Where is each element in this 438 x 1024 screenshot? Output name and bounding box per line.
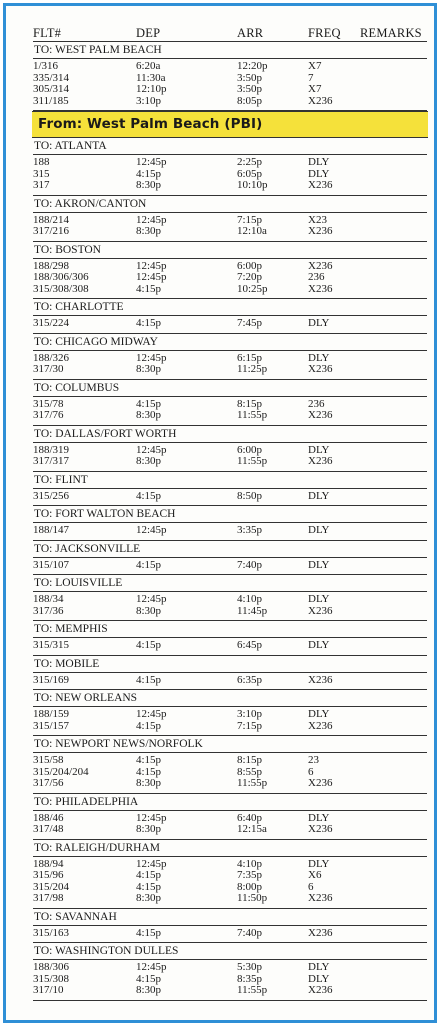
- frequency: 236: [308, 271, 325, 283]
- departure-time: 8:30p: [136, 604, 162, 617]
- frequency: DLY: [308, 972, 330, 985]
- flight-row: [33, 364, 427, 376]
- departure-time: 4:15p: [136, 558, 162, 571]
- flight-row: [33, 675, 427, 687]
- destination-heading: TO: DALLAS/FORT WORTH: [33, 426, 427, 443]
- frequency: X6: [308, 869, 322, 881]
- timetable: [33, 24, 427, 1001]
- flight-number: 315/256: [33, 489, 70, 502]
- flight-number: 315/157: [33, 719, 70, 732]
- departure-time: 4:15p: [136, 869, 162, 881]
- departure-time: 4:15p: [136, 765, 162, 778]
- destination-heading: TO: BOSTON: [33, 242, 427, 259]
- flight-row: [33, 767, 427, 779]
- flight-number: 317/30: [33, 363, 64, 375]
- frequency: 6: [308, 880, 314, 893]
- departure-time: 11:30a: [136, 71, 166, 84]
- departure-header: DEP: [136, 26, 161, 40]
- arrival-time: 11:55p: [237, 984, 268, 996]
- flight-row: [33, 721, 427, 733]
- frequency: DLY: [308, 317, 330, 329]
- frequency: X236: [308, 777, 333, 789]
- arrival-time: 8:35p: [237, 972, 263, 985]
- arrival-time: 6:40p: [237, 811, 263, 824]
- departure-time: 8:30p: [136, 225, 162, 237]
- flight-group: [33, 351, 427, 380]
- flight-row: [33, 399, 427, 411]
- column-header-row: [33, 24, 427, 41]
- flight-group: [33, 59, 427, 111]
- flight-number: 188/298: [33, 259, 70, 272]
- flight-row: [33, 709, 427, 721]
- arrival-time: 10:10p: [237, 179, 268, 191]
- flight-row: [33, 882, 427, 894]
- flight-row: [33, 640, 427, 652]
- flight-row: [33, 491, 427, 503]
- flight-row: [33, 61, 427, 73]
- destination-heading: TO: WEST PALM BEACH: [33, 42, 427, 59]
- flight-number: 188/306: [33, 961, 70, 973]
- arrival-time: 11:45p: [237, 604, 268, 617]
- arrival-time: 8:15p: [237, 754, 263, 766]
- departure-time: 12:45p: [136, 524, 167, 536]
- schedule-body: [33, 42, 427, 1001]
- flight-row: [33, 870, 427, 882]
- frequency: DLY: [308, 857, 330, 870]
- departure-time: 12:45p: [136, 857, 167, 870]
- destination-heading: TO: JACKSONVILLE: [33, 541, 427, 558]
- flight-row: [33, 353, 427, 365]
- frequency: DLY: [308, 489, 330, 502]
- flight-row: [33, 272, 427, 284]
- arrival-time: 6:45p: [237, 639, 263, 651]
- flight-row: [33, 824, 427, 836]
- flight-number: 188/46: [33, 811, 64, 824]
- flight-group: [33, 926, 427, 944]
- departure-time: 3:10p: [136, 94, 162, 107]
- departure-time: 4:15p: [136, 972, 162, 985]
- flight-row: [33, 410, 427, 422]
- destination-heading: TO: ATLANTA: [33, 138, 427, 155]
- flight-number: 317/36: [33, 604, 64, 617]
- departure-time: 12:45p: [136, 961, 167, 973]
- flight-row: [33, 962, 427, 974]
- arrival-time: 6:35p: [237, 673, 263, 686]
- frequency: X7: [308, 60, 322, 72]
- flight-row: [33, 893, 427, 905]
- departure-time: 4:15p: [136, 397, 162, 410]
- flight-row: [33, 560, 427, 572]
- flight-group: [33, 638, 427, 656]
- frequency: DLY: [308, 961, 330, 973]
- flight-group: [33, 592, 427, 621]
- departure-time: 12:45p: [136, 443, 167, 456]
- flight-row: [33, 445, 427, 457]
- flight-row: [33, 284, 427, 296]
- destination-heading: TO: FLINT: [33, 472, 427, 489]
- arrival-time: 8:15p: [237, 397, 263, 410]
- arrival-time: 11:55p: [237, 777, 268, 789]
- frequency: X236: [308, 892, 333, 904]
- arrival-time: 8:55p: [237, 765, 263, 778]
- destination-heading: TO: RALEIGH/DURHAM: [33, 840, 427, 857]
- departure-time: 12:45p: [136, 271, 167, 283]
- frequency: 7: [308, 71, 314, 84]
- departure-time: 8:30p: [136, 455, 162, 467]
- arrival-time: 11:25p: [237, 363, 268, 375]
- departure-time: 4:15p: [136, 167, 162, 180]
- flight-number: 317/317: [33, 455, 70, 467]
- flight-number: 188/306/306: [33, 271, 89, 283]
- flight-number: 317: [33, 179, 50, 191]
- departure-time: 4:15p: [136, 673, 162, 686]
- destination-heading: TO: MOBILE: [33, 656, 427, 673]
- departure-time: 4:15p: [136, 719, 162, 732]
- departure-time: 4:15p: [136, 317, 162, 329]
- flight-number: 315/308/308: [33, 282, 89, 295]
- frequency: X236: [308, 823, 333, 835]
- frequency: X236: [308, 984, 333, 996]
- frequency: DLY: [308, 593, 330, 605]
- flight-number: 188/94: [33, 857, 64, 870]
- flight-group: [33, 443, 427, 472]
- arrival-time: 7:40p: [237, 558, 263, 571]
- frequency: DLY: [308, 708, 330, 720]
- destination-heading: TO: LOUISVILLE: [33, 575, 427, 592]
- departure-time: 4:15p: [136, 282, 162, 295]
- frequency: X236: [308, 455, 333, 467]
- flight-number: 315/163: [33, 926, 70, 939]
- flight-number: 317/10: [33, 984, 64, 996]
- frequency: X236: [308, 363, 333, 375]
- flight-number: 188/214: [33, 213, 70, 226]
- destination-heading: TO: NEWPORT NEWS/NORFOLK: [33, 736, 427, 753]
- flight-number: 315/107: [33, 558, 70, 571]
- frequency: X236: [308, 94, 333, 107]
- flight-row: [33, 813, 427, 825]
- flight-number: 315/204/204: [33, 765, 89, 778]
- arrival-time: 4:10p: [237, 857, 263, 870]
- arrival-time: 7:35p: [237, 869, 263, 881]
- flight-row: [33, 157, 427, 169]
- flight-number: 317/216: [33, 225, 70, 237]
- flight-row: [33, 594, 427, 606]
- arrival-time: 8:05p: [237, 94, 263, 107]
- arrival-time: 3:50p: [237, 71, 263, 84]
- flight-group: [33, 397, 427, 426]
- flight-row: [33, 755, 427, 767]
- frequency: X236: [308, 926, 333, 939]
- destination-heading: TO: WASHINGTON DULLES: [33, 943, 427, 960]
- arrival-time: 4:10p: [237, 593, 263, 605]
- destination-heading: TO: PHILADELPHIA: [33, 794, 427, 811]
- flight-number: 315: [33, 167, 50, 180]
- arrival-time: 6:15p: [237, 351, 263, 364]
- frequency: 6: [308, 765, 314, 778]
- arrival-time: 6:00p: [237, 443, 263, 456]
- flight-number: 315/169: [33, 673, 70, 686]
- departure-time: 8:30p: [136, 409, 162, 421]
- departure-time: 12:45p: [136, 351, 167, 364]
- arrival-time: 8:00p: [237, 880, 263, 893]
- frequency: X236: [308, 409, 333, 421]
- frequency: X236: [308, 719, 333, 732]
- flight-number: 315/78: [33, 397, 64, 410]
- frequency: X236: [308, 282, 333, 295]
- frequency: DLY: [308, 443, 330, 456]
- frequency: DLY: [308, 156, 330, 168]
- remarks-header: REMARKS: [360, 26, 422, 40]
- flight-group: [33, 707, 427, 736]
- flight-group: [33, 857, 427, 909]
- arrival-time: 6:00p: [237, 259, 263, 272]
- flight-number: 188/147: [33, 524, 70, 536]
- departure-time: 12:45p: [136, 156, 167, 168]
- frequency: DLY: [308, 167, 330, 180]
- arrival-time: 12:20p: [237, 60, 268, 72]
- arrival-time: 2:25p: [237, 156, 263, 168]
- frequency: DLY: [308, 639, 330, 651]
- frequency: X236: [308, 673, 333, 686]
- frequency: DLY: [308, 811, 330, 824]
- departure-time: 4:15p: [136, 639, 162, 651]
- departure-time: 6:20a: [136, 60, 161, 72]
- flight-group: [33, 316, 427, 334]
- flight-row: [33, 859, 427, 871]
- arrival-time: 11:55p: [237, 455, 268, 467]
- flight-row: [33, 261, 427, 273]
- arrival-time: 3:10p: [237, 708, 263, 720]
- flight-row: [33, 985, 427, 997]
- arrival-time: 3:35p: [237, 524, 263, 536]
- flight-number: 188/326: [33, 351, 70, 364]
- arrival-time: 7:15p: [237, 213, 263, 226]
- flight-number: 317/76: [33, 409, 64, 421]
- arrival-time: 6:05p: [237, 167, 263, 180]
- flight-number: 317/48: [33, 823, 64, 835]
- flight-group: [33, 489, 427, 507]
- departure-time: 8:30p: [136, 823, 162, 835]
- departure-time: 12:45p: [136, 259, 167, 272]
- arrival-time: 11:55p: [237, 409, 268, 421]
- flight-row: [33, 96, 427, 108]
- flight-number: 188: [33, 156, 50, 168]
- flight-row: [33, 606, 427, 618]
- flight-row: [33, 778, 427, 790]
- frequency: X236: [308, 179, 333, 191]
- destination-heading: TO: CHARLOTTE: [33, 299, 427, 316]
- frequency: X236: [308, 259, 333, 272]
- flight-number: 315/224: [33, 317, 70, 329]
- departure-time: 12:45p: [136, 593, 167, 605]
- flight-group: [33, 155, 427, 196]
- origin-banner: From: West Palm Beach (PBI): [32, 111, 428, 138]
- flight-row: [33, 928, 427, 940]
- flight-group: [33, 811, 427, 840]
- flight-number: 315/315: [33, 639, 70, 651]
- flight-group: [33, 753, 427, 794]
- flight-number: 315/58: [33, 754, 64, 766]
- departure-time: 4:15p: [136, 754, 162, 766]
- departure-time: 4:15p: [136, 926, 162, 939]
- frequency: X23: [308, 213, 327, 226]
- frequency: X236: [308, 225, 333, 237]
- destination-heading: TO: MEMPHIS: [33, 621, 427, 638]
- frequency: 236: [308, 397, 325, 410]
- frequency: X7: [308, 83, 322, 95]
- departure-time: 8:30p: [136, 363, 162, 375]
- flight-group: [33, 960, 427, 1001]
- arrival-header: ARR: [237, 26, 264, 40]
- flight-group: [33, 213, 427, 242]
- flight-row: [33, 974, 427, 986]
- destination-heading: TO: NEW ORLEANS: [33, 690, 427, 707]
- arrival-time: 5:30p: [237, 961, 263, 973]
- flight-group: [33, 523, 427, 541]
- frequency: DLY: [308, 524, 330, 536]
- frequency: DLY: [308, 351, 330, 364]
- arrival-time: 3:50p: [237, 83, 263, 95]
- flight-group: [33, 259, 427, 300]
- flight-number: 317/98: [33, 892, 64, 904]
- frequency: DLY: [308, 558, 330, 571]
- flight-number: 188/319: [33, 443, 70, 456]
- arrival-time: 10:25p: [237, 282, 268, 295]
- departure-time: 8:30p: [136, 179, 162, 191]
- flight-number: 315/204: [33, 880, 70, 893]
- flight-row: [33, 73, 427, 85]
- flight-number: 1/316: [33, 60, 59, 72]
- flight-number: 188/34: [33, 593, 64, 605]
- flight-row: [33, 180, 427, 192]
- flight-row: [33, 456, 427, 468]
- flight-row: [33, 84, 427, 96]
- departure-time: 12:45p: [136, 708, 167, 720]
- timetable-frame: [3, 3, 437, 1023]
- flight-number: 315/96: [33, 869, 64, 881]
- departure-time: 4:15p: [136, 880, 162, 893]
- destination-heading: TO: SAVANNAH: [33, 909, 427, 926]
- flight-row: [33, 215, 427, 227]
- arrival-time: 7:20p: [237, 271, 263, 283]
- frequency: 23: [308, 754, 319, 766]
- frequency-header: FREQ: [308, 26, 341, 40]
- arrival-time: 12:15a: [237, 823, 267, 835]
- arrival-time: 8:50p: [237, 489, 263, 502]
- flight-number: 188/159: [33, 708, 70, 720]
- arrival-time: 7:15p: [237, 719, 263, 732]
- destination-heading: TO: COLUMBUS: [33, 380, 427, 397]
- departure-time: 4:15p: [136, 489, 162, 502]
- arrival-time: 7:40p: [237, 926, 263, 939]
- arrival-time: 7:45p: [237, 317, 263, 329]
- arrival-time: 12:10a: [237, 225, 267, 237]
- flight-number: 305/314: [33, 83, 70, 95]
- departure-time: 8:30p: [136, 892, 162, 904]
- flight-row: [33, 318, 427, 330]
- departure-time: 8:30p: [136, 984, 162, 996]
- arrival-time: 11:50p: [237, 892, 268, 904]
- flight-group: [33, 558, 427, 576]
- destination-heading: TO: FORT WALTON BEACH: [33, 506, 427, 523]
- departure-time: 12:45p: [136, 213, 167, 226]
- destination-heading: TO: AKRON/CANTON: [33, 196, 427, 213]
- flight-number: 315/308: [33, 972, 70, 985]
- flight-row: [33, 525, 427, 537]
- flight-number: 317/56: [33, 777, 64, 789]
- flight-row: [33, 226, 427, 238]
- departure-time: 12:10p: [136, 83, 167, 95]
- flight-number: 311/185: [33, 94, 69, 107]
- flight-number-header: FLT#: [33, 26, 62, 40]
- frequency: X236: [308, 604, 333, 617]
- flight-group: [33, 673, 427, 691]
- flight-row: [33, 169, 427, 181]
- departure-time: 12:45p: [136, 811, 167, 824]
- destination-heading: TO: CHICAGO MIDWAY: [33, 334, 427, 351]
- departure-time: 8:30p: [136, 777, 162, 789]
- flight-number: 335/314: [33, 71, 70, 84]
